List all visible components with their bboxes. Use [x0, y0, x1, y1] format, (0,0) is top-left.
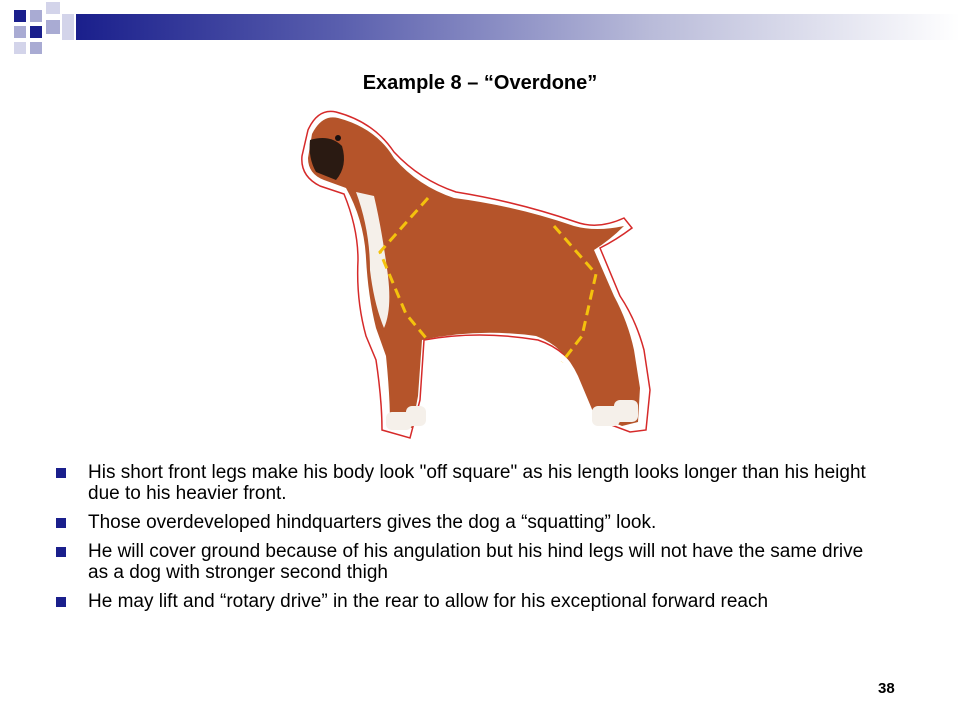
bullet-text: His short front legs make his body look "off square" as his length looks longer than his height due to his heavier front.: [88, 462, 866, 504]
banner-square: [46, 20, 60, 34]
banner-square: [62, 14, 74, 40]
page-number: 38: [878, 680, 895, 697]
bullet-square-icon: [56, 468, 66, 478]
bullet-square-icon: [56, 518, 66, 528]
bullet-text: He will cover ground because of his angulation but his hind legs will not have the same drive as a dog with stronger second thigh: [88, 541, 864, 583]
dog-paw: [614, 400, 638, 422]
slide-title: Example 8 – “Overdone”: [362, 72, 598, 94]
banner-square: [14, 10, 26, 22]
banner-square: [14, 42, 26, 54]
banner-square: [30, 42, 42, 54]
banner-square: [30, 26, 42, 38]
header-banner: [0, 0, 960, 60]
bullet-item: [56, 512, 886, 533]
bullet-item: [56, 591, 886, 612]
banner-square: [14, 26, 26, 38]
boxer-dog-illustration: [278, 100, 678, 450]
bullet-text: He may lift and “rotary drive” in the rear to allow for his exceptional forward reach: [88, 591, 769, 612]
bullet-square-icon: [56, 597, 66, 607]
bullet-text: Those overdeveloped hindquarters gives the dog a “squatting” look.: [88, 512, 657, 533]
dog-eye: [335, 135, 341, 141]
bullet-list: [56, 462, 886, 620]
banner-square: [46, 2, 60, 14]
bullet-item: [56, 541, 886, 583]
banner-gradient-bar: [76, 14, 960, 40]
dog-paw: [406, 406, 426, 426]
bullet-item: [56, 462, 886, 504]
bullet-square-icon: [56, 547, 66, 557]
banner-square: [30, 10, 42, 22]
